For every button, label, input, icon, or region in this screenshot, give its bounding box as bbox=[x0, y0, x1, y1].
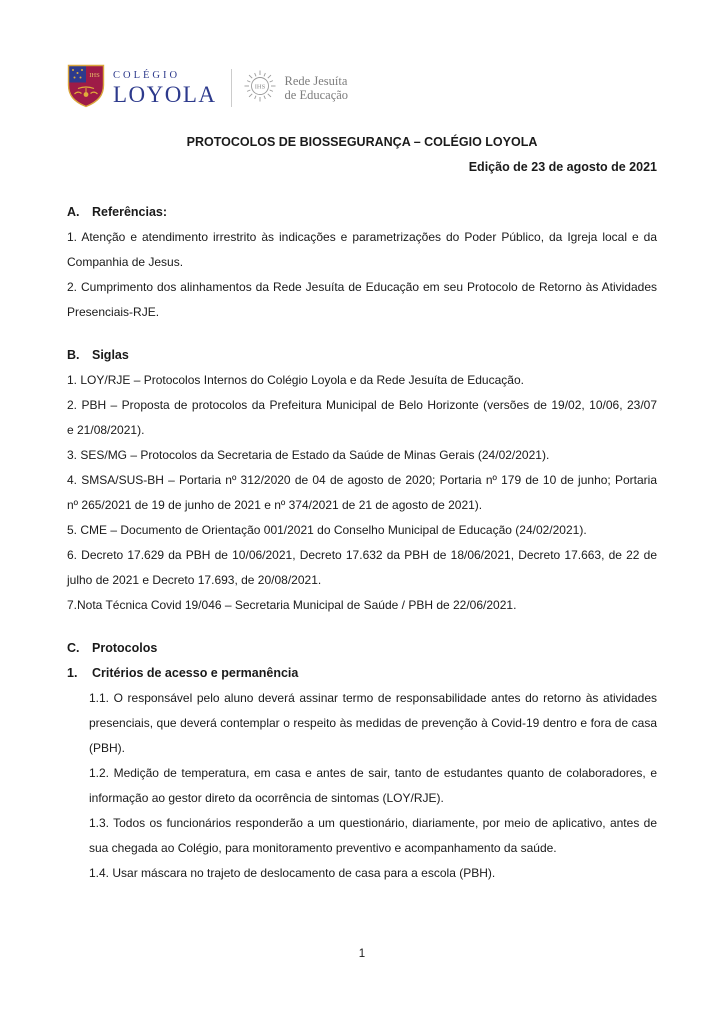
text-line: julho de 2021 e Decreto 17.693, de 20/08/2021. bbox=[67, 573, 322, 587]
section-title: Referências: bbox=[92, 205, 168, 219]
section-heading bbox=[67, 200, 657, 225]
text-line: Companhia de Jesus. bbox=[67, 255, 184, 269]
text-line: 1. LOY/RJE – Protocolos Internos do Colégio Loyola e da Rede Jesuíta de Educação. bbox=[67, 373, 524, 387]
text-line: 1. Atenção e atendimento irrestrito às indicações e parametrizações do Poder Público, da Igreja local e da bbox=[67, 230, 657, 244]
colegio-loyola-wordmark bbox=[113, 69, 217, 108]
sun-ihs-monogram: IHS bbox=[254, 83, 265, 90]
section-title: Siglas bbox=[92, 348, 129, 362]
loyola-label: LOYOLA bbox=[113, 81, 217, 107]
text-line: sua chegada ao Colégio, para monitoramento preventivo e acompanhamento da saúde. bbox=[89, 841, 557, 855]
section-marker: A. bbox=[67, 205, 80, 219]
page-number: 1 bbox=[358, 948, 366, 960]
section-heading bbox=[67, 343, 657, 368]
section-heading bbox=[67, 636, 657, 661]
text-line: 1.4. Usar máscara no trajeto de deslocamento de casa para a escola (PBH). bbox=[89, 866, 496, 880]
text-line: 2. PBH – Proposta de protocolos da Prefeitura Municipal de Belo Horizonte (versões de 19/02, 10/06, 23/07 bbox=[67, 398, 657, 412]
document-title: PROTOCOLOS DE BIOSSEGURANÇA – COLÉGIO LOYOLA bbox=[186, 135, 538, 149]
section-marker: C. bbox=[67, 641, 80, 655]
document-header bbox=[67, 65, 657, 111]
text-line: 3. SES/MG – Protocolos da Secretaria de Estado da Saúde de Minas Gerais (24/02/2021). bbox=[67, 448, 550, 462]
text-line: 5. CME – Documento de Orientação 001/2021 do Conselho Municipal de Educação (24/02/2021). bbox=[67, 523, 587, 537]
text-line: 7.Nota Técnica Covid 19/046 – Secretaria Municipal de Saúde / PBH de 22/06/2021. bbox=[67, 598, 517, 612]
section-marker: B. bbox=[67, 348, 80, 362]
text-line: e 21/08/2021). bbox=[67, 423, 145, 437]
section-title: Protocolos bbox=[92, 641, 158, 655]
text-line: Presenciais-RJE. bbox=[67, 305, 160, 319]
section-siglas bbox=[67, 343, 657, 618]
section-referencias bbox=[67, 200, 657, 325]
text-line: 1.1. O responsável pelo aluno deverá assinar termo de responsabilidade antes do retorno às atividades bbox=[89, 691, 657, 705]
subsection-heading bbox=[67, 661, 657, 686]
logo-divider bbox=[231, 69, 232, 107]
rede-label-line1: Rede Jesuíta bbox=[284, 73, 348, 88]
text-line: 6. Decreto 17.629 da PBH de 10/06/2021, Decreto 17.632 da PBH de 18/06/2021, Decreto 17.663, de 22 de bbox=[67, 548, 657, 562]
subsection-title: Critérios de acesso e permanência bbox=[92, 666, 299, 680]
section-protocolos bbox=[67, 636, 657, 886]
colegio-label: COLÉGIO bbox=[113, 69, 181, 81]
subsection-marker: 1. bbox=[67, 666, 78, 680]
edition-date: Edição de 23 de agosto de 2021 bbox=[468, 160, 657, 174]
rede-jesuita-wordmark bbox=[285, 74, 349, 103]
text-line: (PBH). bbox=[89, 741, 125, 755]
text-line: informação ao gestor direto da ocorrência de sintomas (LOY/RJE). bbox=[89, 791, 444, 805]
subsection-body bbox=[89, 686, 657, 886]
rje-sunburst-icon bbox=[242, 68, 278, 109]
text-line: nº 265/2021 de 19 de junho de 2021 e nº 374/2021 de 21 de agosto de 2021). bbox=[67, 498, 483, 512]
loyola-shield-icon bbox=[67, 64, 105, 113]
text-line: 1.2. Medição de temperatura, em casa e antes de sair, tanto de estudantes quanto de colaboradores, e bbox=[89, 766, 657, 780]
text-line: 4. SMSA/SUS-BH – Portaria nº 312/2020 de 04 de agosto de 2020; Portaria nº 179 de 10 de junho; Portaria bbox=[67, 473, 657, 487]
text-line: presenciais, que deverá contemplar o respeito às medidas de prevenção à Covid-19 dentro e fora de casa bbox=[89, 716, 657, 730]
text-line: 1.3. Todos os funcionários responderão a um questionário, diariamente, por meio de aplicativo, antes de bbox=[89, 816, 657, 830]
shield-ihs-monogram: IHS bbox=[89, 71, 100, 79]
rede-label-line2: de Educação bbox=[284, 88, 349, 102]
text-line: 2. Cumprimento dos alinhamentos da Rede Jesuíta de Educação em seu Protocolo de Retorno às Atividades bbox=[67, 280, 657, 294]
